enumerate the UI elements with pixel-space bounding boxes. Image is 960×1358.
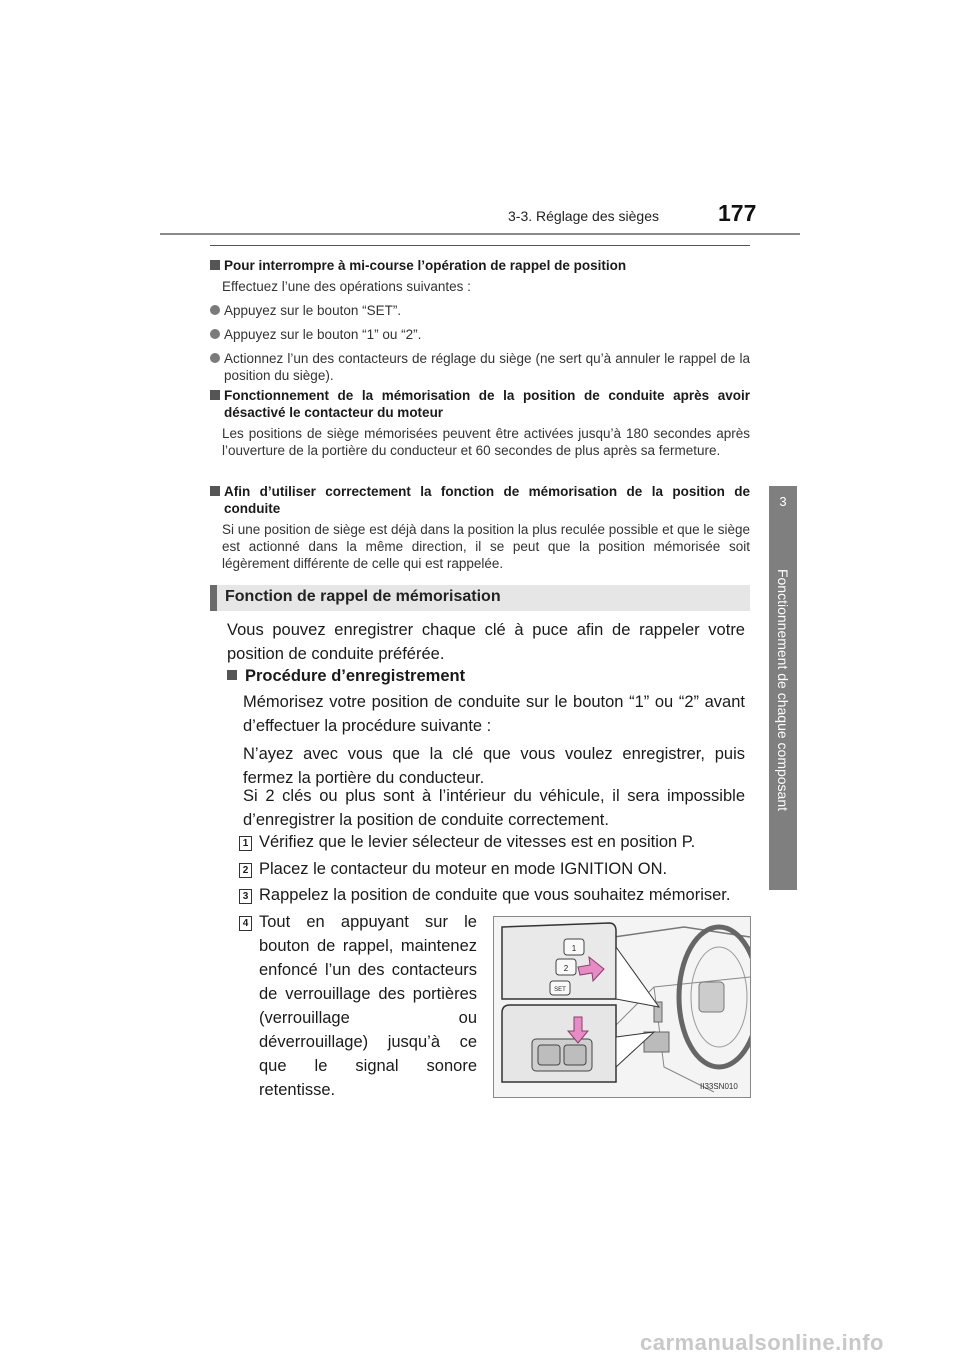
procedure-paragraph: Mémorisez votre position de conduite sur le bouton “1” ou “2” avant d’effectuer la procédure suivante : [243, 693, 745, 735]
section-body: Les positions de siège mémorisées peuvent être activées jusqu’à 180 secondes après l’ouverture de la portière du conducteur et 60 secondes de plus après sa fermeture. [222, 426, 750, 458]
round-bullet-icon [210, 305, 220, 315]
step-text: Vérifiez que le levier sélecteur de vitesses est en position P. [259, 833, 696, 851]
heading-bar-title: Fonction de rappel de mémorisation [225, 588, 501, 605]
watermark: carmanualsonline.info [640, 1330, 884, 1355]
memory-button-2-label: 2 [563, 964, 569, 973]
step-number-box: 3 [239, 889, 252, 904]
page-number: 177 [718, 200, 757, 226]
set-button-label: SET [554, 987, 566, 993]
procedure-paragraph: N’ayez avec vous que la clé que vous voulez enregistrer, puis fermez la portière du conducteur. [243, 745, 745, 787]
step-text: Placez le contacteur du moteur en mode IGNITION ON. [259, 860, 668, 878]
step-number-box: 4 [239, 916, 252, 931]
step-text: Tout en appuyant sur le bouton de rappel, maintenez enfoncé l’un des contacteurs de verrouillage des portières (verrouillage ou déverrouillage) jusqu’à ce que le signal sonore retentisse. [259, 913, 477, 1099]
section-correct-use [210, 483, 750, 572]
chapter-label: Fonctionnement de chaque composant [775, 568, 791, 812]
memory-button-1-label: 1 [571, 944, 577, 953]
square-bullet-icon [227, 670, 237, 680]
square-bullet-icon [210, 260, 220, 270]
step-text: Rappelez la position de conduite que vous souhaitez mémoriser. [259, 886, 731, 904]
procedure-title: Procédure d’enregistrement [227, 664, 747, 688]
section-interrupt [210, 257, 750, 384]
section-body: Si une position de siège est déjà dans la position la plus reculée possible et que le siège est actionné dans la même direction, il se peut que la position mémorisée soit légèrement différente de celle qui est rappelée. [222, 522, 750, 571]
running-header-section: 3-3. Réglage des sièges [508, 208, 659, 224]
square-bullet-icon [210, 486, 220, 496]
car-interior-illustration [494, 917, 750, 1097]
procedure-paragraph: Si 2 clés ou plus sont à l’intérieur du véhicule, il sera impossible d’enregistrer la position de conduite correctement. [243, 787, 745, 829]
header-rule [160, 233, 800, 235]
round-bullet-icon [210, 353, 220, 363]
step-number-box: 1 [239, 836, 252, 851]
illustration-code: II33SN010 [700, 1082, 738, 1091]
round-bullet-icon [210, 329, 220, 339]
list-item: Appuyez sur le bouton “1” ou “2”. [210, 326, 750, 343]
list-item: Appuyez sur le bouton “SET”. [210, 302, 750, 319]
recall-intro: Vous pouvez enregistrer chaque clé à puce afin de rappeler votre position de conduite préférée. [227, 621, 745, 663]
section-after-engine-off [210, 387, 750, 459]
content-rule [210, 245, 750, 246]
section-heading: Fonctionnement de la mémorisation de la position de conduite après avoir désactivé le contacteur du moteur [210, 387, 750, 421]
list-item: Actionnez l’un des contacteurs de réglage du siège (ne sert qu’à annuler le rappel de la position du siège). [210, 350, 750, 384]
chapter-number: 3 [779, 494, 787, 509]
section-heading: Afin d’utiliser correctement la fonction de mémorisation de la position de conduite [210, 483, 750, 517]
step-number-box: 2 [239, 863, 252, 878]
square-bullet-icon [210, 390, 220, 400]
section-intro: Effectuez l’une des opérations suivantes : [222, 279, 471, 294]
section-heading: Pour interrompre à mi-course l’opération de rappel de position [210, 257, 750, 274]
illustration [493, 916, 751, 1098]
heading-bar-accent [210, 585, 217, 611]
